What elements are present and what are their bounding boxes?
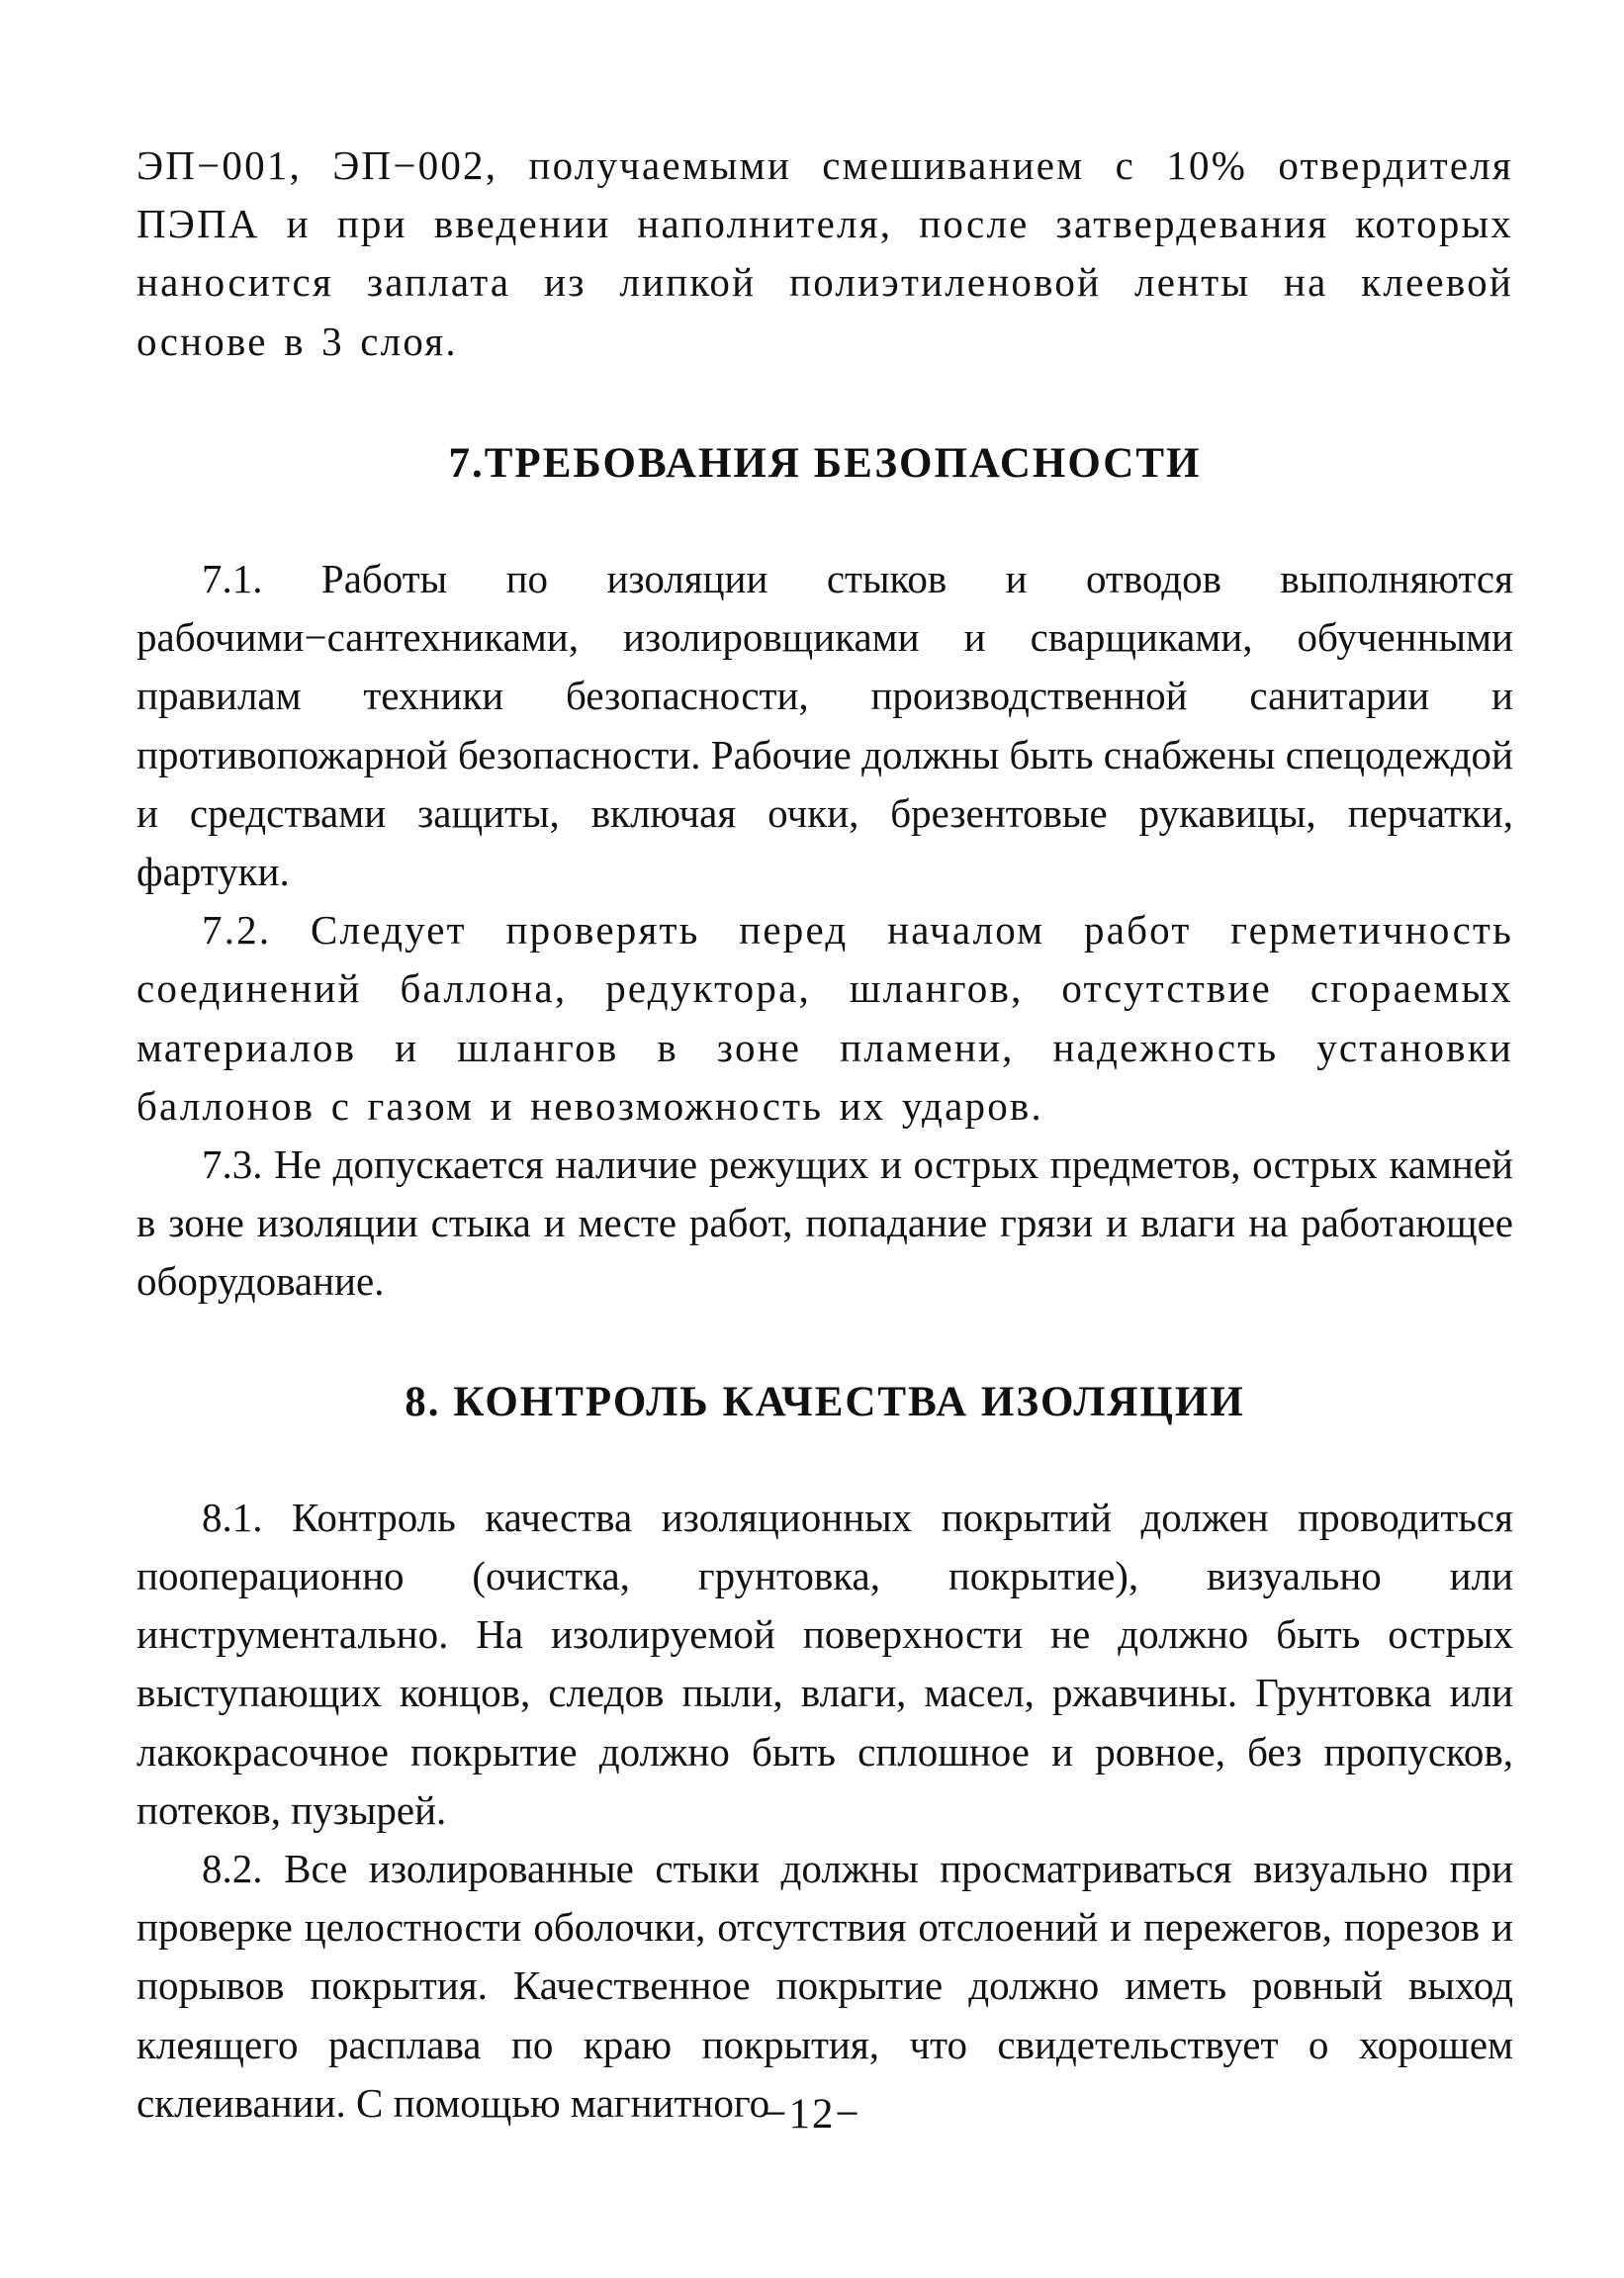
paragraph-7-2: 7.2. Следует проверять перед началом работ герметичность соединений баллона, редуктора, шлангов, отсутствие сгораемых материалов и шлангов в зоне пламени, надежность установки баллонов с газом и невозможность их ударов. xyxy=(136,907,1513,1129)
paragraph-7-1: 7.1. Работы по изоляции стыков и отводов выполняются рабочими−сантехниками, изолировщиками и сварщиками, обученными правилам техники безопасности, производственной санитарии и противопожарной безопасности. Рабочие должны быть снабжены спецодеждой и средствами защиты, включая очки, брезентовые рукавицы, перчатки, фартуки. xyxy=(136,556,1513,895)
section-7-heading: 7.ТРЕБОВАНИЯ БЕЗОПАСНОСТИ xyxy=(448,439,1202,487)
document-page xyxy=(136,137,1513,2224)
paragraph-8-1: 8.1. Контроль качества изоляционных покрытий должен проводиться пооперационно (очистка, грунтовка, покрытие), визуально или инструментально. На изолируемой поверхности не должно быть острых выступающих концов, следов пыли, влаги, масел, ржавчины. Грунтовка или лакокрасочное покрытие должно быть сплошное и ровное, без пропусков, потеков, пузырей. xyxy=(136,1494,1513,1833)
paragraph-8-2: 8.2. Все изолированные стыки должны просматриваться визуально при проверке целостности оболочки, отсутствия отслоений и пережегов, порезов и порывов покрытия. Качественное покрытие должно иметь ровный выход клеящего расплава по краю покрытия, что свидетельствует о хорошем склеивании. С помощью магнитного xyxy=(136,1846,1513,2126)
paragraph-7-3: 7.3. Не допускается наличие режущих и острых предметов, острых камней в зоне изоляции стыка и месте работ, попадание грязи и влаги на работающее оборудование. xyxy=(136,1141,1513,1305)
section-8-heading: 8. КОНТРОЛЬ КАЧЕСТВА ИЗОЛЯЦИИ xyxy=(405,1378,1245,1425)
page-number: −12− xyxy=(763,2091,861,2138)
intro-paragraph: ЭП−001, ЭП−002, получаемыми смешиванием с 10% отвердителя ПЭПА и при введении наполнителя, после затвердевания которых наносится заплата из липкой полиэтиленовой ленты на клеевой основе в 3 слоя. xyxy=(136,142,1513,364)
